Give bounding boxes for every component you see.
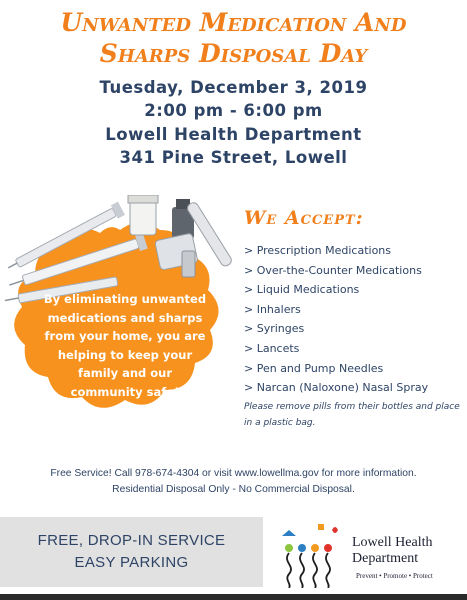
event-venue: Lowell Health Department (105, 125, 362, 144)
residential-only-notice: Residential Disposal Only - No Commercial Disposal. (112, 484, 355, 495)
logo-tagline: Prevent • Promote • Protect (356, 572, 433, 580)
accepted-item: > Liquid Medications (244, 283, 360, 297)
service-banner (0, 517, 263, 587)
accepted-item: > Prescription Medications (244, 244, 391, 257)
logo-name-line-2: Department (352, 551, 419, 566)
lowell-health-logo-icon (280, 522, 340, 588)
title-line-1: Unwanted Medication And (60, 8, 407, 37)
accepted-item: > Inhalers (244, 302, 301, 316)
title-line-2: Sharps Disposal Day (99, 39, 368, 68)
event-time: 2:00 pm - 6:00 pm (144, 101, 323, 120)
accepted-items-list (244, 241, 428, 398)
nasal-spray (182, 251, 195, 277)
bottom-edge-bar (0, 594, 467, 600)
we-accept-heading: We Accept: (244, 207, 364, 229)
accepted-item: > Syringes (244, 322, 305, 336)
event-address: 341 Pine Street, Lowell (119, 148, 348, 167)
contact-info: Free Service! Call 978-674-4304 or visit www.lowellma.gov for more information. (50, 468, 417, 479)
easy-parking-label: EASY PARKING (74, 554, 189, 571)
safety-callout: By eliminating unwanted medications and sharps from your home, you are helping to keep your family and our community safe! (43, 292, 207, 399)
accepted-item: > Lancets (244, 341, 300, 355)
accepted-item: > Pen and Pump Needles (244, 361, 384, 375)
accepted-item: > Over-the-Counter Medications (244, 263, 422, 277)
drop-in-service-label: FREE, DROP-IN SERVICE (37, 532, 226, 549)
event-date: Tuesday, December 3, 2019 (99, 78, 368, 97)
logo-name-line-1: Lowell Health (352, 535, 433, 550)
pill-bag-note: Please remove pills from their bottles and place in a plastic bag. (244, 402, 460, 428)
accepted-item: > Narcan (Naloxone) Nasal Spray (244, 381, 429, 395)
